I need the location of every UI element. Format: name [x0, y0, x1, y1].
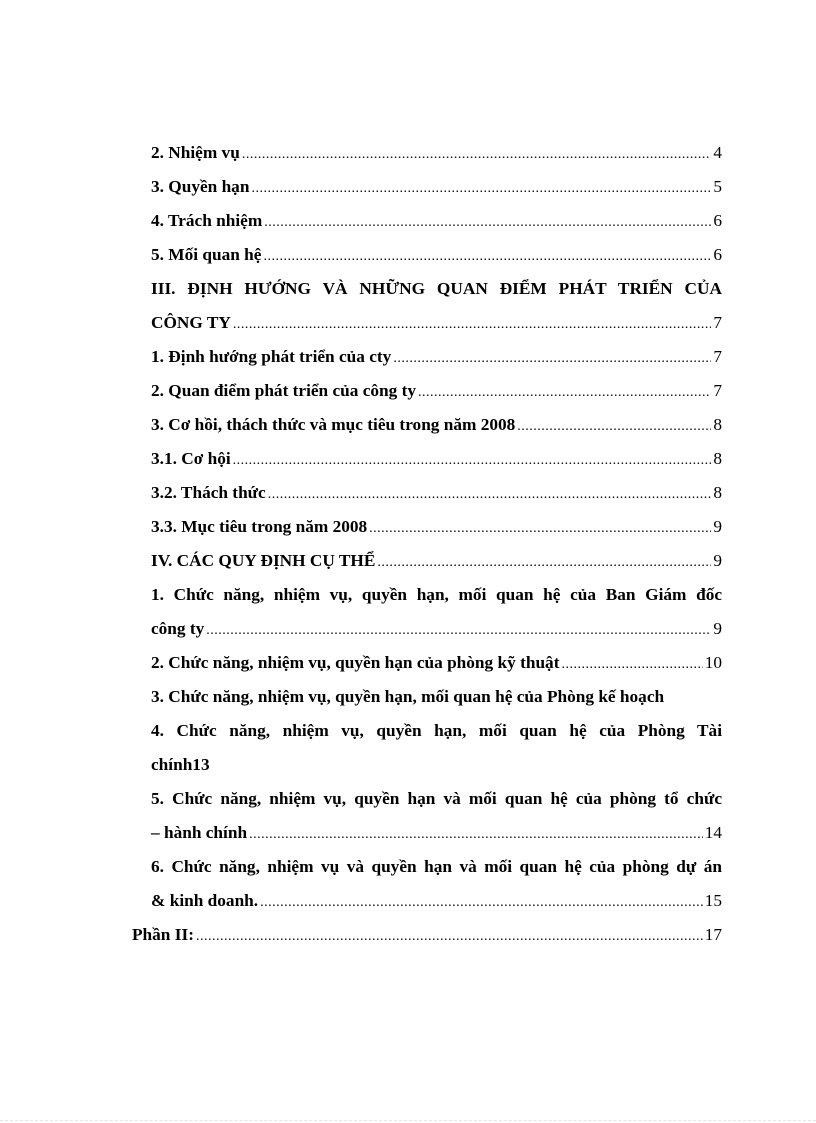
toc-entry-page: 6	[713, 245, 722, 264]
table-of-contents	[132, 136, 722, 952]
toc-entry-line1[interactable]	[132, 578, 722, 612]
toc-entry-label: IV. CÁC QUY ĐỊNH CỤ THỂ	[151, 551, 376, 570]
dot-leader	[251, 172, 711, 206]
dot-leader	[260, 886, 703, 920]
toc-entry[interactable]	[132, 544, 722, 578]
toc-entry-label: 3.2. Thách thức	[151, 483, 266, 502]
toc-entry-label: 3. Quyền hạn	[151, 177, 250, 196]
toc-entry-page: 7	[713, 313, 722, 332]
dot-leader	[377, 546, 711, 580]
toc-entry-label: 2. Nhiệm vụ	[151, 143, 240, 162]
toc-entry-line1[interactable]	[132, 714, 722, 748]
toc-entry-label: 1. Định hướng phát triển của cty	[151, 347, 392, 366]
dot-leader	[561, 648, 702, 682]
toc-entry-page: 6	[713, 211, 722, 230]
dot-leader	[196, 920, 703, 954]
page-divider	[0, 1120, 816, 1121]
toc-entry-line1[interactable]	[132, 850, 722, 884]
toc-entry-page: 4	[713, 143, 722, 162]
toc-entry-page: 17	[704, 925, 722, 944]
toc-entry-label: 3.3. Mục tiêu trong năm 2008	[151, 517, 368, 536]
toc-entry[interactable]	[132, 442, 722, 476]
toc-entry[interactable]	[132, 680, 722, 714]
dot-leader	[206, 614, 711, 648]
toc-entry-label: 5. Mối quan hệ	[151, 245, 262, 264]
toc-entry-label-line1: 4. Chức năng, nhiệm vụ, quyền hạn, mối quan hệ của Phòng Tài	[151, 721, 722, 740]
toc-entry-label: 3. Cơ hồi, thách thức và mục tiêu trong năm 2008	[151, 415, 516, 434]
toc-entry-label: 2. Quan điểm phát triển của công ty	[151, 381, 416, 400]
dot-leader	[369, 512, 711, 546]
toc-entry-page: 14	[704, 823, 722, 842]
toc-entry-label: & kinh doanh.	[151, 891, 259, 910]
toc-entry-label: 3. Chức năng, nhiệm vụ, quyền hạn, mối quan hệ của Phòng kế hoạch	[151, 687, 665, 706]
toc-entry[interactable]	[132, 408, 722, 442]
dot-leader	[249, 818, 703, 852]
toc-entry-label: Phần II:	[132, 925, 194, 944]
toc-entry-page: 7	[713, 347, 722, 366]
dot-leader	[268, 478, 712, 512]
toc-entry-page: 10	[704, 653, 722, 672]
toc-entry-label-line1: 5. Chức năng, nhiệm vụ, quyền hạn và mối quan hệ của phòng tổ chức	[151, 789, 722, 808]
toc-entry-page: 7	[713, 381, 722, 400]
toc-entry-label: – hành chính	[151, 823, 248, 842]
toc-entry-label-line1: 1. Chức năng, nhiệm vụ, quyền hạn, mối quan hệ của Ban Giám đốc	[151, 585, 722, 604]
toc-entry-label: công ty	[151, 619, 205, 638]
dot-leader	[263, 240, 711, 274]
toc-entry-label: 2. Chức năng, nhiệm vụ, quyền hạn của phòng kỹ thuật	[151, 653, 560, 672]
dot-leader	[418, 376, 711, 410]
toc-entry[interactable]	[132, 136, 722, 170]
dot-leader	[233, 444, 712, 478]
toc-entry-line1[interactable]	[132, 782, 722, 816]
toc-entry-label: 4. Trách nhiệm	[151, 211, 263, 230]
toc-entry-page: 15	[704, 891, 722, 910]
toc-entry[interactable]	[132, 306, 722, 340]
dot-leader	[233, 308, 712, 342]
dot-leader	[393, 342, 711, 376]
toc-entry[interactable]	[132, 612, 722, 646]
toc-entry[interactable]	[132, 374, 722, 408]
toc-entry[interactable]	[132, 510, 722, 544]
toc-entry[interactable]	[132, 476, 722, 510]
toc-entry-label-line1: 6. Chức năng, nhiệm vụ và quyền hạn và mối quan hệ của phòng dự án	[151, 857, 722, 876]
toc-entry[interactable]	[132, 816, 722, 850]
toc-entry[interactable]	[132, 204, 722, 238]
toc-entry[interactable]	[132, 238, 722, 272]
toc-entry-page: 9	[713, 619, 722, 638]
toc-entry[interactable]	[132, 918, 722, 952]
toc-entry-page: 5	[713, 177, 722, 196]
toc-entry-page: 9	[713, 551, 722, 570]
toc-entry-label: 3.1. Cơ hội	[151, 449, 231, 468]
dot-leader	[264, 206, 711, 240]
toc-entry-label-line1: III. ĐỊNH HƯỚNG VÀ NHỮNG QUAN ĐIỂM PHÁT TRIỂN CỦA	[151, 279, 722, 298]
toc-entry-page: 8	[713, 483, 722, 502]
toc-entry[interactable]	[132, 646, 722, 680]
dot-leader	[242, 138, 712, 172]
toc-entry[interactable]	[132, 170, 722, 204]
toc-entry-page: 8	[713, 449, 722, 468]
toc-entry-page: 8	[713, 415, 722, 434]
toc-entry[interactable]	[132, 748, 722, 782]
toc-entry-label: chính13	[151, 755, 210, 774]
toc-entry[interactable]	[132, 884, 722, 918]
toc-entry-page: 9	[713, 517, 722, 536]
toc-entry-line1[interactable]	[132, 272, 722, 306]
toc-entry-label: CÔNG TY	[151, 313, 231, 332]
toc-entry[interactable]	[132, 340, 722, 374]
dot-leader	[517, 410, 711, 444]
